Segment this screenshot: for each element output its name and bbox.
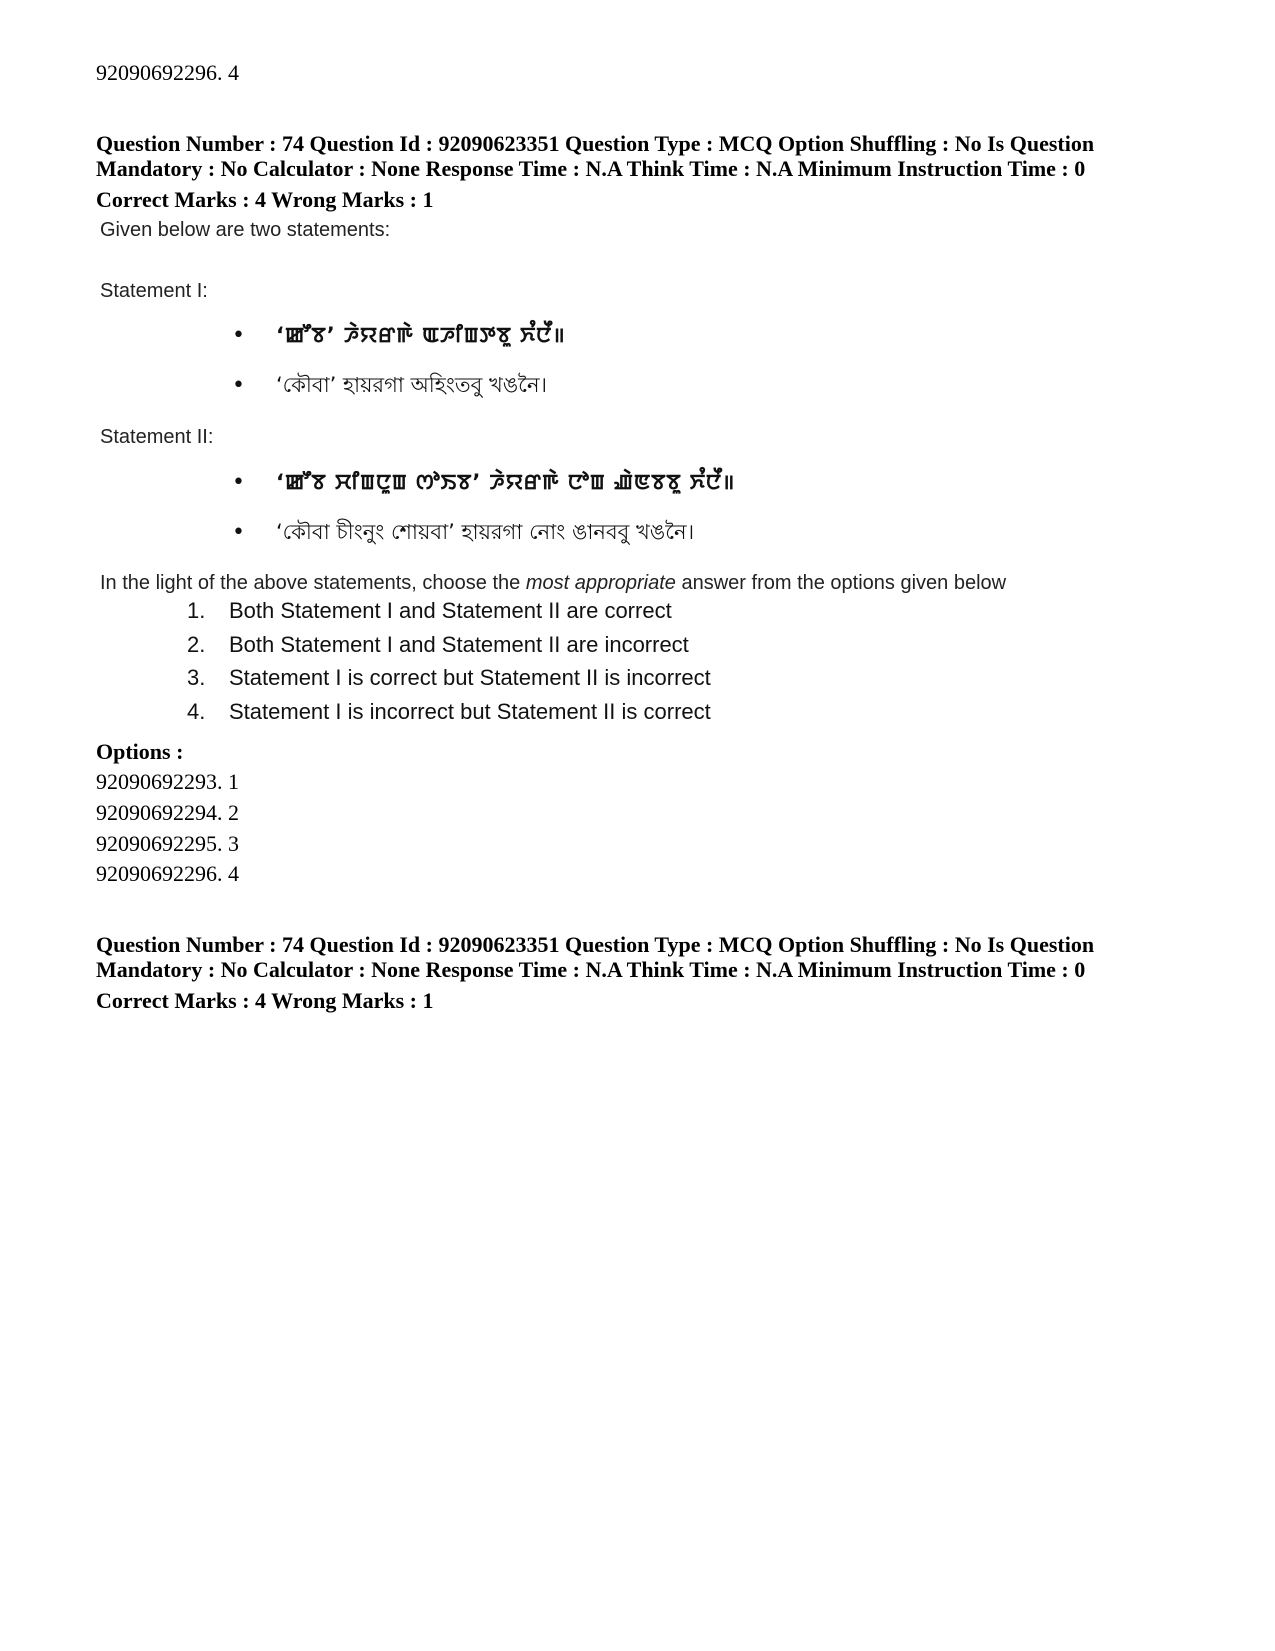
choice-3 — [187, 665, 711, 691]
option-item: 92090692296. 4 — [96, 861, 239, 886]
question-marks-line: Correct Marks : 4 Wrong Marks : 1 — [96, 988, 434, 1013]
bullet-icon: • — [232, 520, 245, 545]
statement1-bullet-1-text: ‘ꯀꯧꯕ’ ꯍꯥꯌꯔꯒꯥ ꯑꯍꯤꯡꯇꯕꯨ ꯈꯪꯅꯩ॥ — [276, 323, 566, 347]
question-header-line2: Mandatory : No Calculator : None Response Time : N.A Think Time : N.A Minimum Instruction Time : 0 — [96, 156, 1086, 181]
question-intro: Given below are two statements: — [100, 219, 391, 241]
option-item: 92090692293. 1 — [96, 769, 239, 794]
choice-4-text: Statement I is incorrect but Statement II is correct — [229, 699, 711, 724]
choice-1-number: 1. — [187, 598, 206, 623]
question-header-line1: Question Number : 74 Question Id : 92090623351 Question Type : MCQ Option Shuffling : No Is Question — [96, 932, 1095, 957]
option-item: 92090692294. 2 — [96, 800, 239, 825]
question-instruction — [100, 570, 1006, 596]
choice-2-number: 2. — [187, 632, 206, 657]
statement2-bullet-1 — [232, 467, 735, 496]
choice-4-number: 4. — [187, 699, 206, 724]
statement2-bullet-2 — [232, 516, 694, 551]
bullet-icon: • — [232, 373, 245, 398]
question-header-line2: Mandatory : No Calculator : None Response Time : N.A Think Time : N.A Minimum Instruction Time : 0 — [96, 957, 1086, 982]
top-option-text: 92090692296. 4 — [96, 60, 239, 85]
option-item: 92090692295. 3 — [96, 831, 239, 856]
choice-2-text: Both Statement I and Statement II are incorrect — [229, 632, 689, 657]
statement1-bullet-2-text: ‘কৌবা’ হায়রগা অহিংতবু খঙনৈ। — [276, 373, 548, 397]
instruction-prefix: In the light of the above statements, choose the — [100, 572, 526, 594]
statement2-label: Statement II: — [100, 426, 214, 448]
statement2-bullet-2-text: ‘কৌবা চীংনুং শোয়বা’ হায়রগা নোং ঙানববু খঙনৈ। — [276, 520, 695, 544]
statement1-bullet-2 — [232, 369, 547, 404]
question-marks-line: Correct Marks : 4 Wrong Marks : 1 — [96, 187, 434, 212]
question-header-line1: Question Number : 74 Question Id : 92090623351 Question Type : MCQ Option Shuffling : No Is Question — [96, 131, 1095, 156]
statement1-label: Statement I: — [100, 280, 208, 302]
instruction-emphasis: most appropriate — [525, 572, 676, 594]
options-label: Options : — [96, 739, 184, 764]
instruction-suffix: answer from the options given below — [675, 572, 1007, 594]
bullet-icon: • — [232, 323, 245, 348]
choice-4 — [187, 699, 711, 725]
choice-2 — [187, 632, 689, 658]
choice-1 — [187, 598, 672, 624]
bullet-icon: • — [232, 470, 245, 495]
choice-3-number: 3. — [187, 665, 206, 690]
choice-1-text: Both Statement I and Statement II are correct — [229, 598, 672, 623]
statement1-bullet-1 — [232, 320, 566, 349]
choice-3-text: Statement I is correct but Statement II is incorrect — [229, 665, 711, 690]
statement2-bullet-1-text: ‘ꯀꯧꯕ ꯆꯤꯡꯅꯨꯡ ꯁꯣꯏꯕ’ ꯍꯥꯌꯔꯒꯥ ꯅꯣꯡ ꯉꯥꯟꯕꯕꯨ ꯈꯪꯅꯩ॥ — [276, 470, 736, 494]
